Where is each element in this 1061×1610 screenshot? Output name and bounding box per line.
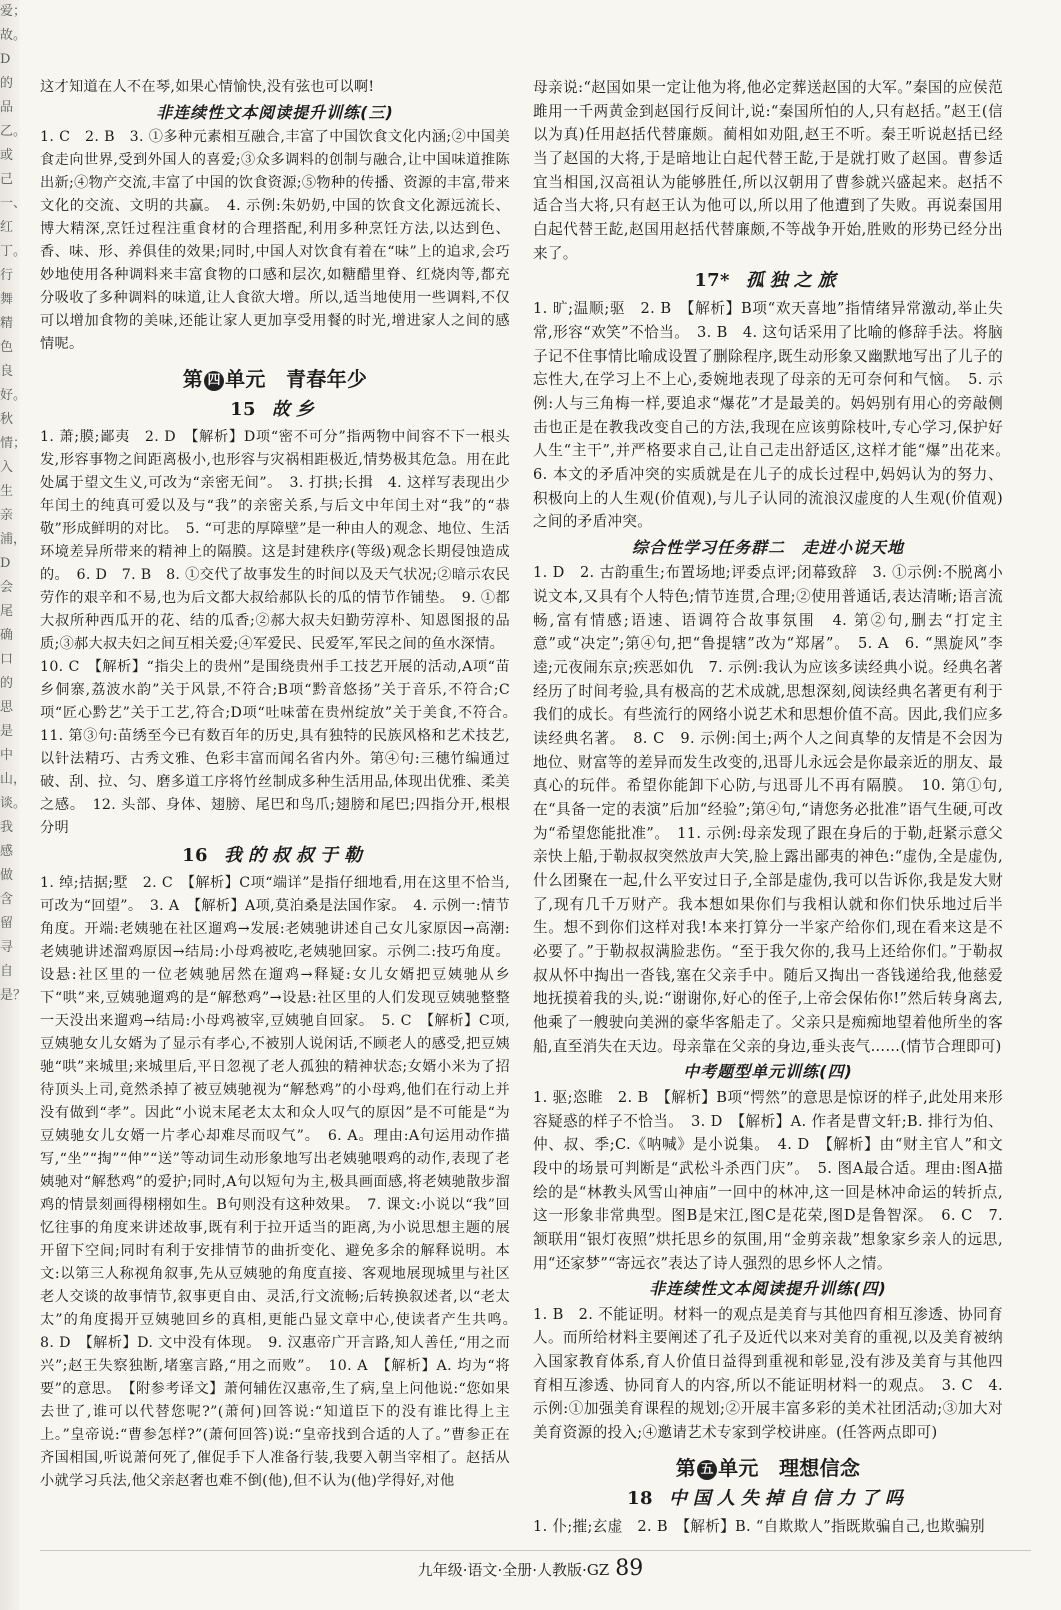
lesson-18-heading bbox=[533, 1485, 1003, 1513]
lesson-title: 我的叔叔于勒 bbox=[223, 845, 368, 866]
section-title-reading-3: 非连续性文本阅读提升训练(三) bbox=[156, 103, 394, 122]
lesson-15-answers: 1. 萧;膜;鄙夷 2. D 【解析】D项“密不可分”指两物中间容不下一根头发,形容事物之间距离极小,也形容与灾祸相距极近,情势极其危急。用在此处属于望文生义,可改为“亲密无间”。 3. 打拱;长揖 4. 这样写表现出少年闰土的纯真可爱以及与“我”的亲密关系,与后文中年闰土对“我”的“恭敬”形成鲜明的对比。 5. “可悲的厚障壁”是一种由人的观念、地位、生活环境差异所带来的精神上的隔膜。这是封建秩序(等级)观念长期侵蚀造成的。 6. D 7. B 8. ①交代了故事发生的时间以及天气状况;②暗示农民劳作的艰辛和不易,也为后文都大叔给郝队长的瓜的情节作铺垫。 9. ①都大叔所种西瓜开的花、结的瓜香;②郝大叔夫妇勤劳淳朴、知恩图报的品质;③郝大叔夫妇之间互相关爱;④军爱民、民爱军,军民之间的鱼水深情。 bbox=[40, 429, 510, 652]
footer-label: 九年级·语文·全册·人教版·GZ bbox=[417, 1561, 610, 1579]
translation-continued: 母亲说:“赵国如果一定让他为将,他必定葬送赵国的大军。”秦国的应侯范雎用一千两黄金到赵国行反间计,说:“秦国所怕的人,只有赵括。”赵王(信以为真)任用赵括代替廉颇。蔺相如劝阻,赵王不听。秦王听说赵括已经当了赵国的大将,于是暗地让白起代替王龁,于是就打败了赵国。曹参适宜当相国,汉高祖认为能够胜任,所以汉朝用了曹参就兴盛起来。赵括不适合当大将,只有赵王认为他可以,所以用了他遭到了失败。再说秦国用白起代替王龁,赵国用赵括代替廉颇,不等战争开始,胜败的形势已经分出来了。 bbox=[533, 79, 1003, 262]
page-footer bbox=[0, 1556, 1061, 1581]
lesson-17-heading bbox=[533, 267, 1003, 295]
lesson-number: 17* bbox=[694, 270, 730, 292]
edge-text: 爱；故。D的品乙。或己一、红丁。行舞精色良好。秋情；入生亲浦，D会尾确口的思是中山，谈。我感做含留寻自是？ bbox=[0, 4, 27, 1003]
unit-4-heading: 第 四 单元 青春年少 bbox=[182, 367, 368, 391]
lesson-15-answers-cont: 10. C 【解析】“指尖上的贵州”是围绕贵州手工技艺开展的活动,A项“苗乡侗寨,荔波水韵”关于风景,不符合;B项“黔音悠扬”关于音乐,不符合;C项“匠心黔艺”关于工艺,符合;D项“吐味蕾在贵州绽放”关于美食,不符合。 11. 第③句:苗绣至今已有数百年的历史,具有独特的民族风格和艺术技艺,以针法精巧、古秀文雅、色彩丰富而闻名省内外。第④句:三穗竹编通过破、刮、拉、匀、磨多道工序将竹丝制成多种生活用品,体现出优雅、柔美之感。 12. 头部、身体、翅膀、尾巴和鸟爪;翅膀和尾巴;四指分开,根根分明 bbox=[40, 659, 525, 836]
lesson-15-heading bbox=[40, 396, 510, 424]
lesson-title: 孤独之旅 bbox=[745, 270, 842, 292]
lesson-18-answers: 1. 仆;摧;玄虚 2. B 【解析】B. “自欺欺人”指既欺骗自己,也欺骗别 bbox=[533, 1517, 985, 1535]
lesson-title: 中国人失掉自信力了吗 bbox=[668, 1487, 909, 1509]
lesson-16-answers: 1. 绰;拮据;墅 2. C 【解析】C项“端详”是指仔细地看,用在这里不恰当,可改为“回望”。 3. A 【解析】A项,莫泊桑是法国作家。 4. 示例一:情节角度。开端:老姨驰在社区遛鸡→发展:老姨驰讲述自己女儿家原因→高潮:老姨驰讲述溜鸡原因→结局:小母鸡被吃,老姨驰回家。示例二:技巧角度。设悬:社区里的一位老姨驰居然在遛鸡→释疑:女儿女婿把豆姨驰从乡下“哄”来,豆姨驰遛鸡的是“解愁鸡”→设悬:社区里的人们发现豆姨驰整整一天没出来遛鸡→结局:小母鸡被宰,豆姨驰自回家。 5. C 【解析】C项,豆姨驰女儿女婿为了显示有孝心,不被别人说闲话,不顾老人的感受,把豆姨驰“哄”来城里;来城里后,平日忽视了老人孤独的精神状态;女婿小米为了招待顶头上司,竟然杀掉了被豆姨驰视为“解愁鸡”的小母鸡,他们在行动上并没有做到“孝”。因此“小说末尾老太太和众人叹气的原因”是不可能是“为豆姨驰女儿女婿一片孝心却难尽而叹气”。 6. A。理由:A句运用动作描写,“坐”“掏”“伸”“送”等动词生动形象地写出老姨驰喂鸡的动作,表现了老姨驰对“解愁鸡”的爱护;同时,A句以短句为主,极具画面感,将老姨驰散步溜鸡的情景刻画得栩栩如生。B句则没有这种效果。 7. 课文:小说以“我”回忆往事的角度来讲述故事,既有利于拉开适当的距离,为小说思想主题的展开留下空间;同时有利于安排情节的曲折变化、避免多余的解释说明。本文:以第三人称视角叙事,先从豆姨驰的角度直接、客观地展现城里与社区老人交谈的故事情节,叙事更自由、灵活,行文流畅;后转换叙述者,以“老太太”的角度揭开豆姨驰回乡的真相,更能凸显文章中心,使读者产生共鸣。 8. D 【解析】D. 文中没有体现。 9. 汉惠帝广开言路,知人善任,“用之而兴”;赵王失察独断,堵塞言路,“用之而败”。 10. A 【解析】A. 均为“将要”的意思。 【附参考译文】萧何辅佐汉惠帝,生了病,皇上问他说:“您如果去世了,谁可以代替您呢?”(萧何)回答说:“知道臣下的没有谁比得上主上。”皇帝说:“曹参怎样?”(萧何回答)说:“皇帝找到合适的人了。”曹参正在齐国相国,听说萧何死了,催促手下人准备行装,我要入朝当宰相了。赵括从小就学习兵法,他父亲赵奢也难不倒(他),但不认为(他)学得好,对他 bbox=[40, 875, 525, 1489]
unit-number-badge: 四 bbox=[204, 371, 224, 391]
left-column bbox=[40, 76, 525, 1493]
section-body-integrated-2: 1. D 2. 古韵重生;布置场地;评委点评;闭幕致辞 3. ①示例:不脱离小说文本,又具有个人特色;情节连贯,合理;②使用普通话,表达清晰;语言流畅,富有情感;语速、语调符合故事氛围 4. 第②句,删去“打定主意”或“决定”;第④句,把“鲁提辖”改为“郑屠”。 5. A 6. “黑旋风”李逵;元夜闹东京;疾恶如仇 7. 示例:我认为应该多读经典小说。经典名著经历了时间考验,具有极高的艺术成就,思想深刻,阅读经典名著更有利于我们的成长。有些流行的网络小说艺术和思想价值不高。因此,我们应多读经典名著。 8. C 9. 示例:闰土;两个人之间真挚的友情是不会因为地位、财富等的差异而发生改变的,迅哥儿永远会是你最亲近的朋友、最真心的玩伴。希望你能卸下心防,与迅哥儿不再有隔膜。 10. 第①句,在“具备一定的表演”后加“经验”;第④句,“请您务必批准”语气生硬,可改为“希望您能批准”。 11. 示例:母亲发现了跟在身后的于勒,赶紧示意父亲快上船,于勒叔叔突然放声大笑,脸上露出鄙夷的神色:“虚伪,全是虚伪,什么团聚在一起,什么平安过日子,全部是虚伪,我可以告诉你,我是发大财了,现有几千万财产。我本想如果你们与我相认就和你们快乐地过后半生。想不到你们这样对我!本来打算分一半家产给你们,现在看来这是不必要了。”于勒叔叔满脸悲伤。“至于我欠你的,我马上还给你们。”于勒叔叔从怀中掏出一沓钱,塞在父亲手中。随后又掏出一沓钱递给我,他慈爱地抚摸着我的头,说:“谢谢你,好心的侄子,上帝会保佑你!”然后转身离去,他乘了一艘驶向美洲的豪华客船走了。父亲只是痴痴地望着他所坐的客船,直至消失在天边。母亲靠在父亲的身边,垂头丧气……(情节合理即可) bbox=[533, 564, 1003, 1055]
adjacent-page-edge bbox=[0, 0, 27, 1610]
lesson-number: 18 bbox=[627, 1487, 653, 1509]
section-body-reading-3: 1. C 2. B 3. ①多种元素相互融合,丰富了中国饮食文化内涵;②中国美食走向世界,受到外国人的喜爱;③众多调料的创制与融合,让中国味道推陈出新;④物产交流,丰富了中国的饮食资源;⑤物种的传播、资源的丰富,带来文化的交流、文明的共赢。 4. 示例:朱奶奶,中国的饮食文化源远流长、博大精深,烹饪过程注重食材的合理搭配,利用多种烹饪方法,以达到色、香、味、形、养俱佳的效果;同时,中国人对饮食有着在“味”上的追求,会巧妙地使用各种调料来丰富食物的口感和层次,如糖醋里脊、红烧肉等,都充分吸收了多种调料的味道,让人食欲大增。所以,适当地使用一些调料,不仅可以增加食物的美味,还能让家人更加享受用餐的时光,增进家人之间的感情呢。 bbox=[40, 129, 510, 352]
footer-divider bbox=[40, 1550, 1031, 1551]
right-column bbox=[533, 76, 1018, 1538]
section-title-exam-unit-4: 中考题型单元训练(四) bbox=[683, 1062, 853, 1082]
section-title-integrated-2: 综合性学习任务群二 走进小说天地 bbox=[631, 537, 904, 557]
lesson-17-answers: 1. 旷;温顺;驱 2. B 【解析】B项“欢天喜地”指情绪异常激动,举止失常,形容“欢笑”不恰当。 3. B 4. 这句话采用了比喻的修辞手法。将脑子记不住事情比喻成设置了删除程序,既生动形象又幽默地写出了儿子的忘性大,在学习上不上心,委婉地表现了母亲的无可奈何和气恼。 5. 示例:人与三角梅一样,要追求“爆花”才是最美的。妈妈别有用心的旁敲侧击也正是在教我改变自己的方法,我现在应该剪除枝叶,专心学习,保护好人生“主干”,并严格要求自己,让自己走出舒适区,这样才能“爆”出花来。 6. 本文的矛盾冲突的实质就是在儿子的成长过程中,妈妈认为的努力、积极向上的人生观(价值观),与儿子认同的流浪汉虚度的人生观(价值观)之间的矛盾冲突。 bbox=[533, 300, 1018, 531]
page-number: 89 bbox=[615, 1556, 644, 1581]
unit-5-heading: 第 五 单元 理想信念 bbox=[675, 1455, 861, 1480]
section-body-exam-unit-4: 1. 驱;恣睢 2. B 【解析】B项“愕然”的意思是惊讶的样子,此处用来形容疑惑的样子不恰当。 3. D 【解析】A. 作者是曹文轩;B. 排行为伯、仲、叔、季;C.《呐喊》是小说集。 4. D 【解析】由“财主官人”和文段中的场景可判断是“武松斗杀西门庆”。 5. 图A最合适。理由:图A描绘的是“林教头风雪山神庙”一回中的林冲,这一回是林冲命运的转折点,这一形象非常典型。图B是宋江,图C是花荣,图D是鲁智深。 6. C 7. 颔联用“银灯夜照”烘托思乡的氛围,用“金剪亲裁”想象家乡亲人的远思,用“还家梦”“寄远衣”表达了诗人强烈的思乡怀人之情。 bbox=[533, 1088, 1003, 1272]
section-body-reading-4: 1. B 2. 不能证明。材料一的观点是美育与其他四育相互渗透、协同育人。而所给材料主要阐述了孔子及近代以来对美育的重视,以及美育被纳入国家教育体系,育人价值日益得到重视和彰显,没有涉及美育与其他四育相互渗透、协同育人的内容,所以不能证明材料一的观点。 3. C 4. 示例:①加强美育课程的规划;②开展丰富多彩的美术社团活动;③加大对美育资源的投入;④邀请艺术专家到学校讲座。(任答两点即可) bbox=[533, 1305, 1003, 1442]
lesson-title: 故乡 bbox=[271, 399, 320, 420]
intro-line: 这才知道在人不在琴,如果心情愉快,没有弦也可以啊! bbox=[40, 79, 375, 95]
section-title-reading-4: 非连续性文本阅读提升训练(四) bbox=[649, 1279, 887, 1299]
unit-number-badge: 五 bbox=[697, 1460, 717, 1480]
lesson-16-heading bbox=[40, 842, 510, 870]
lesson-number: 15 bbox=[230, 399, 256, 420]
lesson-number: 16 bbox=[182, 845, 208, 866]
